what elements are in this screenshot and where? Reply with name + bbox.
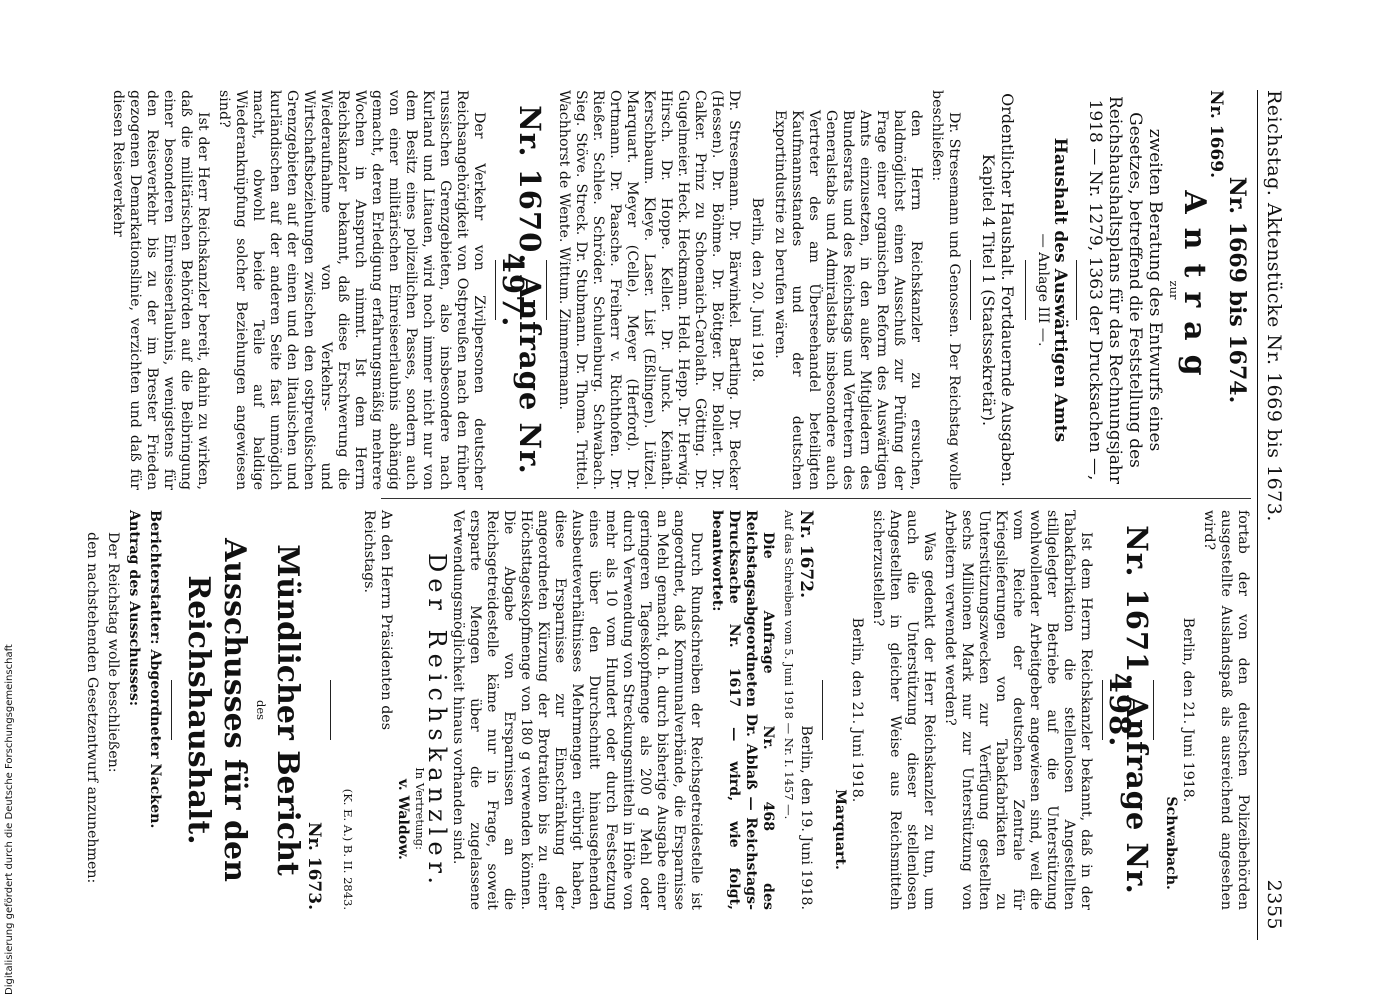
continuation-text: fortab der von den deutschen Polizeibehörden ausgestellte Auslandspaß als ausreichend angesehen wird? <box>1201 510 1251 910</box>
nr-1672-intro: Die Anfrage Nr. 468 des Reichstagsabgeordneten Dr. Ablaß — Reichstags-Drucksache Nr. 1617 — wird, wie folgt, beantwortet: <box>709 510 776 910</box>
divider <box>330 680 331 740</box>
divider <box>970 260 971 320</box>
reporter: Berichterstatter: Abgeordneter Nacken. <box>147 510 163 829</box>
header-rule <box>1257 90 1258 940</box>
antrag-label: Antrag des Ausschusses: <box>126 510 142 707</box>
nr-1670-paragraph-2: Ist der Herr Reichskanzler bereit, dahin zu wirken, daß die militärischen Behörden auf die Beibringung einer besonderen Einreiseerlaubnis, wenigstens für den Reiseverkehr bis zu der im Brester Frieden gezogenen Demarkationslinie, verzichten und daß für diesen Reiseverkehr <box>110 90 211 490</box>
page-header <box>1263 90 1293 930</box>
antrag-text: Der Reichstag wolle beschließen: <box>105 532 121 773</box>
digitization-credit: Digitalisierung gefördert durch die Deutsche Forschungsgemeinschaft <box>4 644 15 995</box>
right-column <box>79 510 1251 910</box>
zur-word: zur <box>1167 280 1181 300</box>
nr-1672-label: Nr. 1672. <box>796 510 816 599</box>
nr-1671-title: Nr. 1671. Anfrage Nr. 498. <box>1103 525 1154 895</box>
header-title: Reichstag. Aktenstücke Nr. 1669 bis 1673. <box>1263 90 1285 522</box>
antrag-continuation: den nachstehenden Gesetzentwurf anzunehmen: <box>84 532 100 884</box>
vertreter-name: v. Waldow. <box>395 778 411 860</box>
reference-number: (K. E. A.) B. II. 2843. <box>341 788 355 910</box>
closing-reichskanzler: Der Reichskanzler. <box>423 552 451 890</box>
divider <box>1025 260 1026 320</box>
left-column <box>105 90 1251 490</box>
nr-1672-body: Durch Rundschreiben der Reichsgetreidestelle ist angeordnet, daß Kommunalverbände, die Ersparnisse an Mehl gemacht, d. h. durch bisherige Ausgabe einer geringeren Tageskopfmenge als 200 g Mehl oder durch Verwendung von Streckungsmitteln in Höhe von mehr als 10 vom Hundert oder durch Festsetzung eines über den Durchschnitt hinausgehenden Ausbeuteverhältnisses Mehrmengen erübrigt haben, diese Ersparnisse zur Einschränkung der angeordneten Kürzung der Brotration bis zu einer Höchsttageskopfmenge von 180 g verwenden können. Die Abgabe von Ersparnissen an die Reichsgetreidestelle käme nur in Frage, soweit ersparte Mengen über die zugelassene Verwendungsmöglichkeit hinaus vorhanden sind. <box>450 510 704 910</box>
range-title: Nr. 1669 bis 1674. <box>1224 176 1250 404</box>
nr-1673-label: Nr. 1673. <box>304 821 324 910</box>
date-1671: Berlin, den 21. Juni 1918. <box>849 617 865 803</box>
nr-1669-label: Nr. 1669. <box>1206 90 1226 179</box>
anlage-label: — Anlage III —. <box>1035 233 1051 347</box>
motion-date: Berlin, den 20. Juni 1918. <box>749 197 765 383</box>
des-word: des <box>254 699 268 721</box>
nr-1672-header <box>797 510 814 910</box>
signer-1671: Marquart. <box>832 789 848 870</box>
vertretung-label: In Vertretung: <box>413 767 427 850</box>
divider <box>171 680 172 740</box>
column-divider <box>381 498 1251 499</box>
nr-1669-subject: zweiten Beratung des Entwurfs eines Gesetzes, betreffend die Feststellung des Reichshaushaltsplans für das Rechnungsjahr 1918 — Nr. 1279, 1363 der Drucksachen —, <box>1085 95 1165 485</box>
nr-1672-dateline: Berlin, den 19. Juni 1918. <box>798 725 814 910</box>
motion-body: den Herrn Reichskanzler zu ersuchen, baldmöglichst einen Ausschuß zur Prüfung der Frage einer organischen Reform des Auswärtigen Amts einzusetzen, in den außer Mitgliedern des Bundesrats und des Reichstags und Vertretern des Generalstabs und Admiralstabs insbesondere auch Vertreter des am Überseehandel beteiligten Kaufmannsstandes und der deutschen Exportindustrie zu berufen wären. <box>772 110 924 490</box>
divider <box>822 680 823 740</box>
nr-1673-subtitle: Ausschusses für den Reichshaushalt. <box>181 538 252 882</box>
divider <box>1076 260 1077 320</box>
budget-line: Ordentlicher Haushalt. Fortdauernde Ausgaben. Kapitel 4 Titel 1 (Staatssekretär). <box>979 93 1017 487</box>
addressee: An den Herrn Präsidenten des Reichstags. <box>361 510 394 730</box>
nr-1671-paragraph-2: Was gedenkt der Herr Reichskanzler zu tun, um auch die Unterstützung dieser stellenlosen Angestellten in gleicher Weise aus Reichsmitteln sicherzustellen? <box>870 510 937 910</box>
antrag-heading: Antrag <box>1177 190 1212 390</box>
motion-intro: Dr. Stresemann und Genossen. Der Reichstag wolle beschließen: <box>929 90 962 490</box>
page-number: 2355 <box>1263 879 1285 930</box>
nr-1670-paragraph-1: Der Verkehr von Zivilpersonen deutscher Reichsangehörigkeit von Ostpreußen nach den früher russischen Grenzgebieten, also insbesondere nach Kurland und Litauen, wird noch immer nicht nur von dem Besitz eines polizeilichen Passes, sondern auch von einer militärischen Einreiseerlaubnis abhängig gemacht, deren Erledigung erfahrungsmäßig mehrere Wochen in Anspruch nimmt. Ist dem Herrn Reichskanzler bekannt, daß diese Erschwerung die Wiederaufnahme von Verkehrs- und Wirtschaftsbeziehungen zwischen den ostpreußischen Grenzgebieten auf der einen und den litauischen und kurländischen auf der anderen Seite fast unmöglich macht, obwohl beide Teile auf baldige Wiederanknüpfung solcher Beziehungen angewiesen sind? <box>216 90 487 490</box>
signatories: Dr. Stresemann. Dr. Bärwinkel. Bartling. Dr. Becker (Hessen). Dr. Böhme. Dr. Böttger. Dr. Bollert. Dr. Calker. Prinz zu Schoenaich-Carolath. Götting. Dr. Gugelmeier. Heck. Heckmann. Held. Hepp. Dr. Herwig. Hirsch. Dr. Hoppe. Keller. Dr. Junck. Keinath. Kerschbaum. Kleye. Laser. List (Eßlingen). Lützel. Marquart. Meyer (Celle). Meyer (Herford). Dr. Ortmann. Dr. Paasche. Freiherr v. Richthofen. Dr. Rießer. Schlee. Schröder. Schulenburg. Schwabach. Sieg. Stöve. Streck. Dr. Stubmann. Dr. Thoma. Trittel. Wachhorst de Wente. Wittum. Zimmermann. <box>556 90 742 490</box>
nr-1673-title: Mündlicher Bericht <box>270 544 305 876</box>
nr-1672-ref: Auf das Schreiben vom 5. Juni 1918 — Nr. I. 1457 —. <box>782 510 796 820</box>
nr-1671-paragraph-1: Ist dem Herrn Reichskanzler bekannt, daß in der Tabakfabrikation die stellenlosen Angestellten stillgelegter Betriebe auf die Unterstützung wohlwollender Arbeitgeber angewiesen sind, weil die vom Reiche der deutschen Zentrale für Kriegslieferungen von Tabakfabrikaten zu Unterstützungszwecken zur Verfügung gestellten sechs Millionen Mark nur zur Unterstützung von Arbeitern verwendet werden? <box>942 510 1094 910</box>
section-title: Haushalt des Auswärtigen Amts <box>1050 137 1070 443</box>
signer-1670: Schwabach. <box>1163 796 1179 890</box>
nr-1670-title: Nr. 1670. Anfrage Nr. 497. <box>496 105 547 475</box>
date-1670: Berlin, den 21. Juni 1918. <box>1180 617 1196 803</box>
